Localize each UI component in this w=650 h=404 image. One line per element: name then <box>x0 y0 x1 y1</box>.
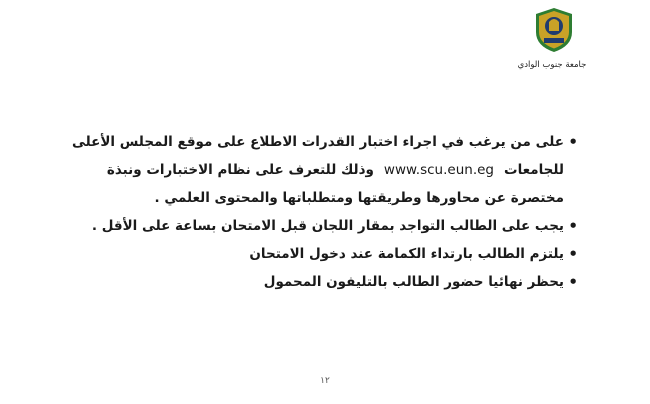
page-number: ١٢ <box>320 376 330 386</box>
bullet1-line2-after: وذلك للتعرف على نظام الاختبارات ونبذة <box>106 162 374 178</box>
bullet1-line2 <box>106 156 564 184</box>
university-logo <box>508 6 600 54</box>
website-link[interactable]: www.scu.eun.eg <box>383 162 494 178</box>
bullet4-text: • يحظر نهائيا حضور الطالب بالتليفون المحمول <box>263 274 564 290</box>
university-name: جامعة جنوب الوادي <box>517 60 587 70</box>
university-emblem-icon <box>532 6 576 54</box>
bullet2-text: • يجب على الطالب التواجد بمقار اللجان قبل الامتحان بساعة على الأقل . <box>91 218 564 234</box>
bullet3-text: • يلتزم الطالب بارتداء الكمامة عند دخول الامتحان <box>249 246 564 262</box>
list-item <box>112 268 578 296</box>
list-item <box>91 212 578 240</box>
instructions-list <box>71 128 578 296</box>
list-item <box>71 128 578 212</box>
list-item <box>112 240 578 268</box>
bullet1-line2-before: للجامعات <box>504 162 564 178</box>
bullet1-line1: • على من يرغب في اجراء اختبار القدرات الاطلاع على موقع المجلس الأعلى <box>71 134 564 150</box>
bullet1-line3: مختصرة عن محاورها وطريقتها ومتطلباتها والمحتوى العلمي . <box>154 190 564 206</box>
